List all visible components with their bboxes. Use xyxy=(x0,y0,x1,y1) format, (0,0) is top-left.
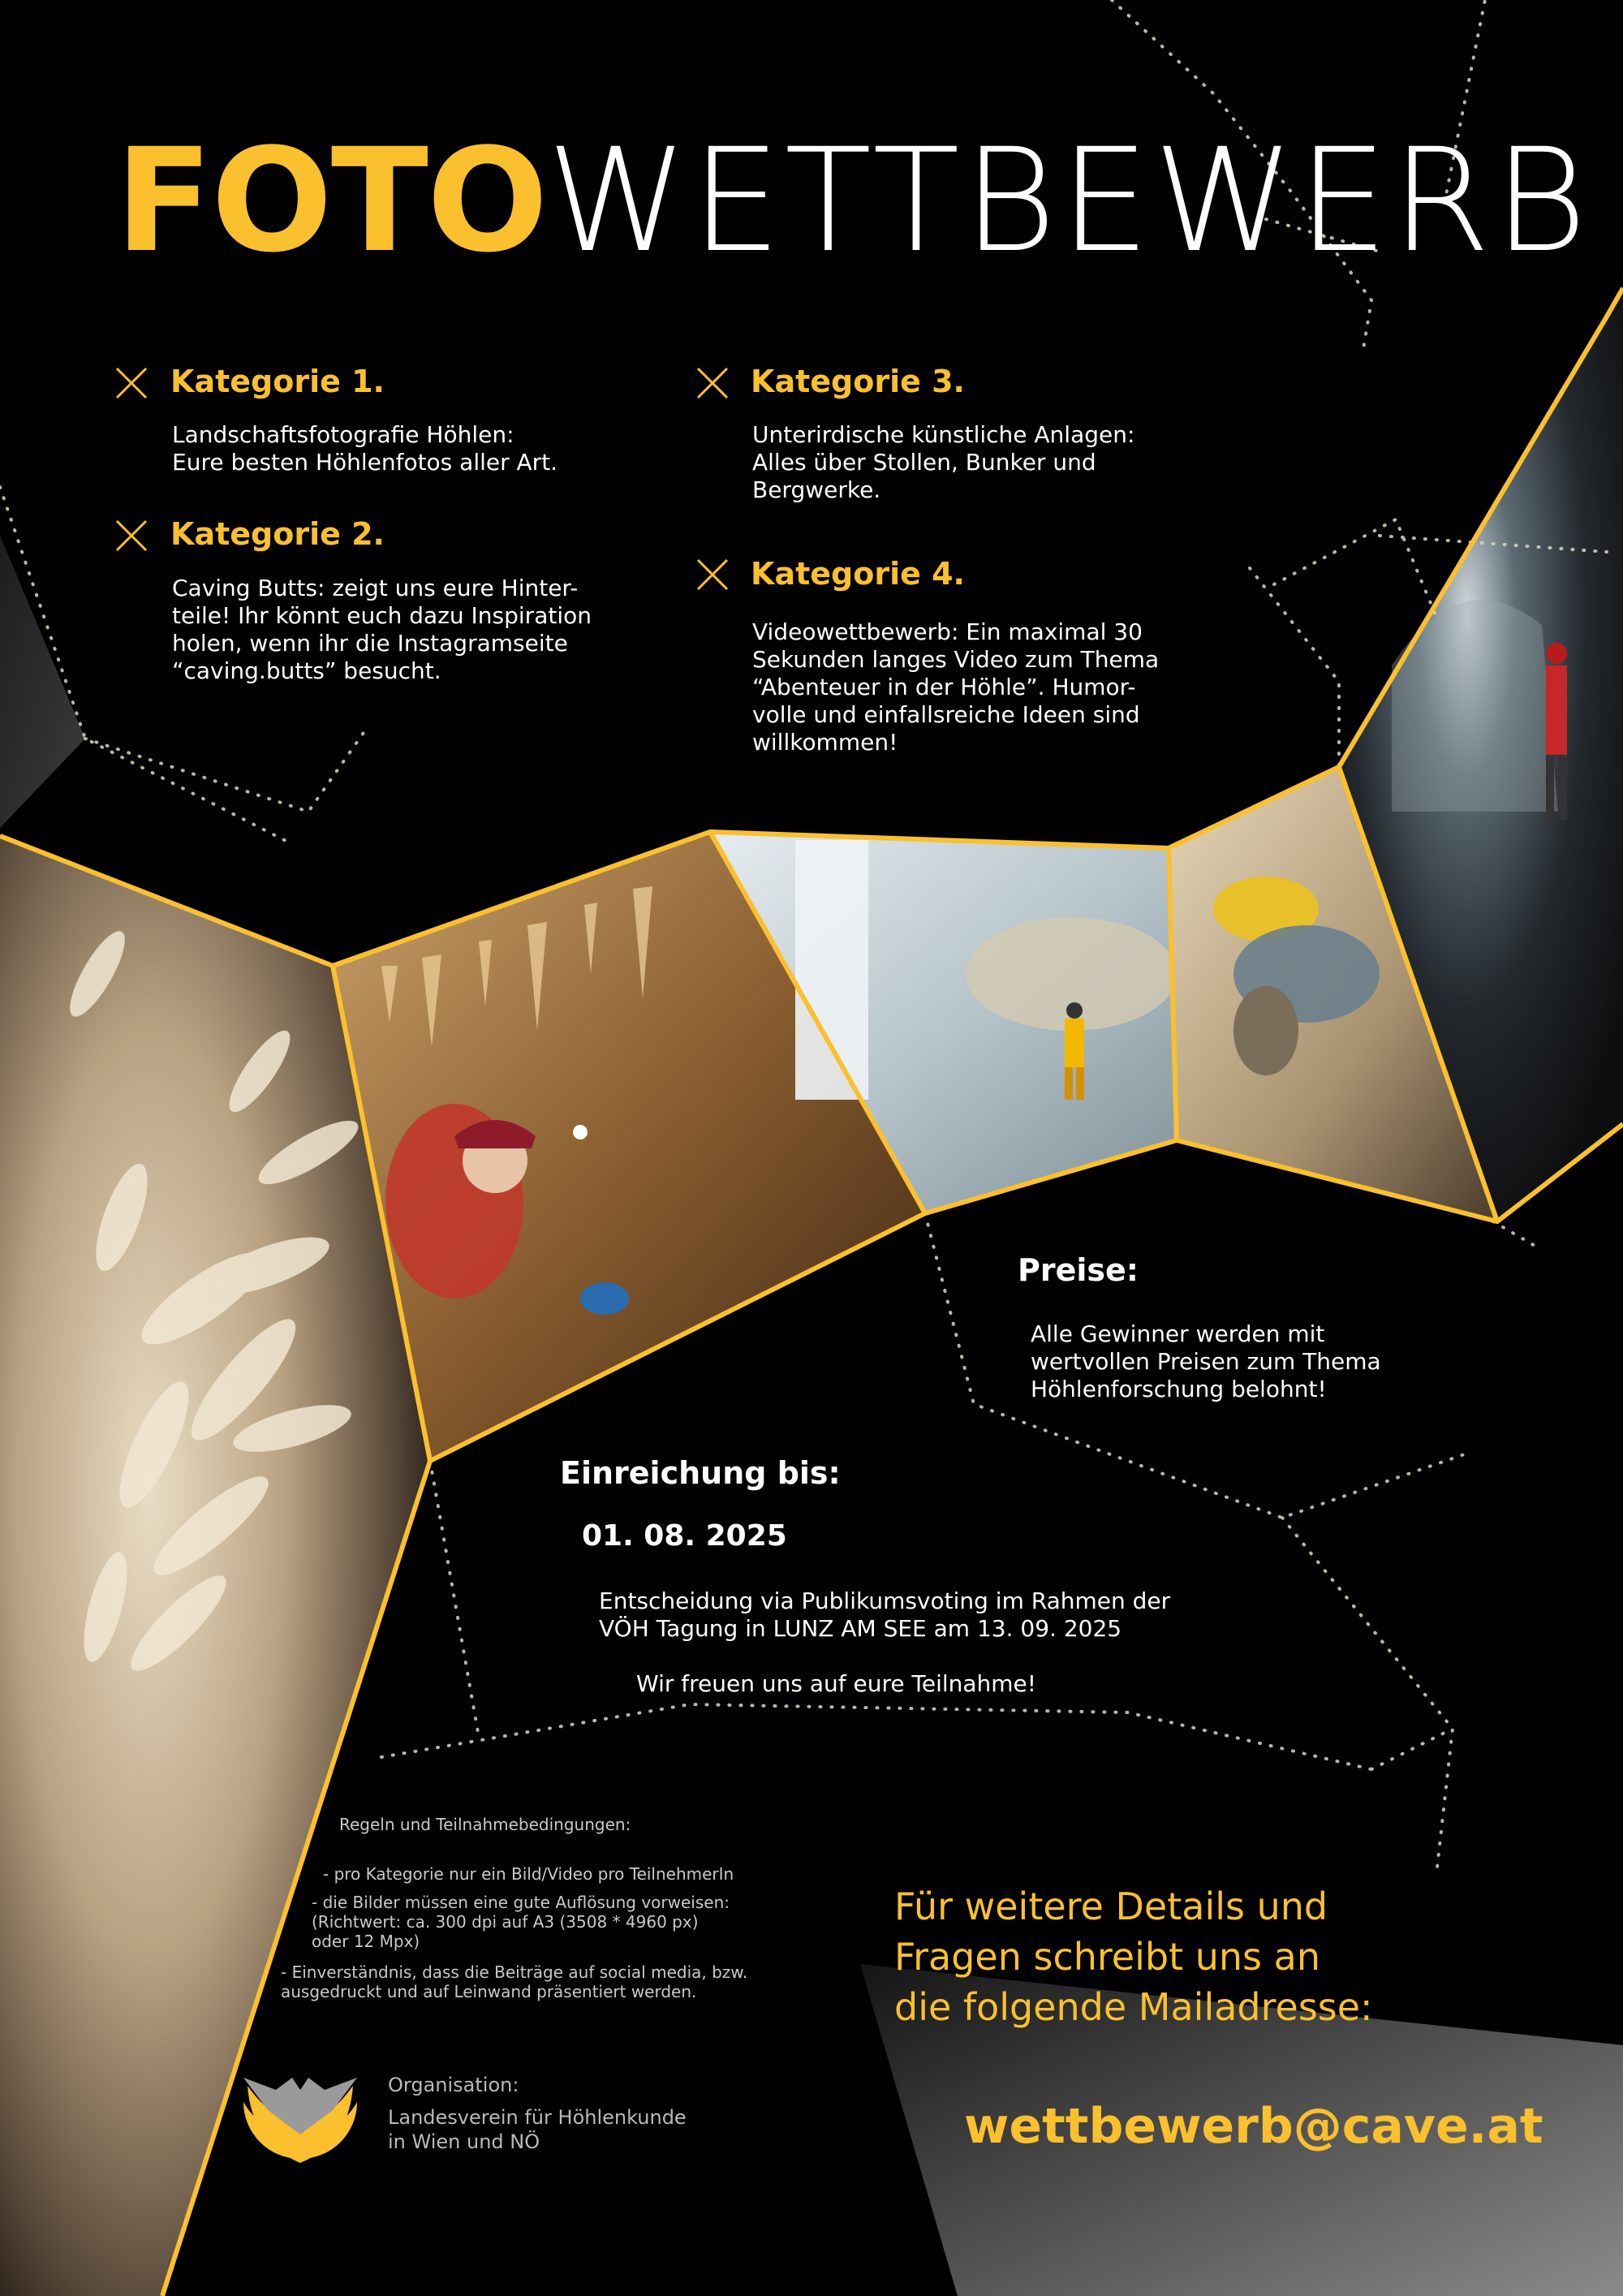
cross-icon xyxy=(696,367,729,399)
category-3-heading: Kategorie 3. xyxy=(751,364,965,399)
category-1-text: Landschaftsfotografie Höhlen: Eure besten Höhlenfotos aller Art. xyxy=(172,421,558,476)
category-3-text: Unterirdische künstliche Anlagen: Alles über Stollen, Bunker und Bergwerke. xyxy=(752,421,1135,503)
rule-item: - die Bilder müssen eine gute Auflösung vorweisen: (Richtwert: ca. 300 dpi auf A3 (3508 * 4960 px) oder 12 Mpx) xyxy=(312,1893,730,1951)
decision-text: Entscheidung via Publikumsvoting im Rahmen der VÖH Tagung in LUNZ AM SEE am 13. 09. 2025 xyxy=(599,1587,1171,1642)
bat-logo xyxy=(243,2078,357,2163)
poster-title xyxy=(115,118,1591,284)
title-rest: WETTBEWERB xyxy=(546,118,1591,284)
category-2-heading: Kategorie 2. xyxy=(170,516,385,552)
thanks-text: Wir freuen uns auf eure Teilnahme! xyxy=(636,1670,1037,1697)
details-text: Für weitere Details und Fragen schreibt uns an die folgende Mailadresse: xyxy=(894,1885,1373,2029)
cross-icon xyxy=(696,558,729,591)
submission-heading: Einreichung bis: xyxy=(560,1455,841,1491)
cross-icon xyxy=(115,519,148,552)
category-2-text: Caving Butts: zeigt uns eure Hinter- teile! Ihr könnt euch dazu Inspiration holen, wenn ihr die Instagramseite “caving.butts” besucht. xyxy=(172,575,592,684)
contact-email[interactable]: wettbewerb@cave.at xyxy=(964,2098,1543,2155)
cross-icon xyxy=(115,367,148,399)
rules-heading: Regeln und Teilnahmebedingungen: xyxy=(339,1815,631,1834)
category-4-heading: Kategorie 4. xyxy=(751,556,965,592)
organisation-label: Organisation: xyxy=(388,2074,519,2096)
category-4-text: Videowettbewerb: Ein maximal 30 Sekunden langes Video zum Thema “Abenteuer in der Höhle”. Humor- volle und einfallsreiche Ideen sind willkommen! xyxy=(752,618,1160,756)
prizes-text: Alle Gewinner werden mit wertvollen Preisen zum Thema Höhlenforschung belohnt! xyxy=(1031,1320,1381,1402)
rule-item: - Einverständnis, dass die Beiträge auf social media, bzw. ausgedruckt und auf Leinwand präsentiert werden. xyxy=(281,1962,748,2001)
organisation-name: Landesverein für Höhlenkunde in Wien und NÖ xyxy=(388,2106,687,2153)
title-highlight: FOTO xyxy=(115,118,547,284)
submission-date: 01. 08. 2025 xyxy=(582,1519,787,1553)
prizes-heading: Preise: xyxy=(1018,1252,1139,1288)
category-1-heading: Kategorie 1. xyxy=(170,364,385,399)
rule-item: - pro Kategorie nur ein Bild/Video pro TeilnehmerIn xyxy=(323,1864,734,1884)
